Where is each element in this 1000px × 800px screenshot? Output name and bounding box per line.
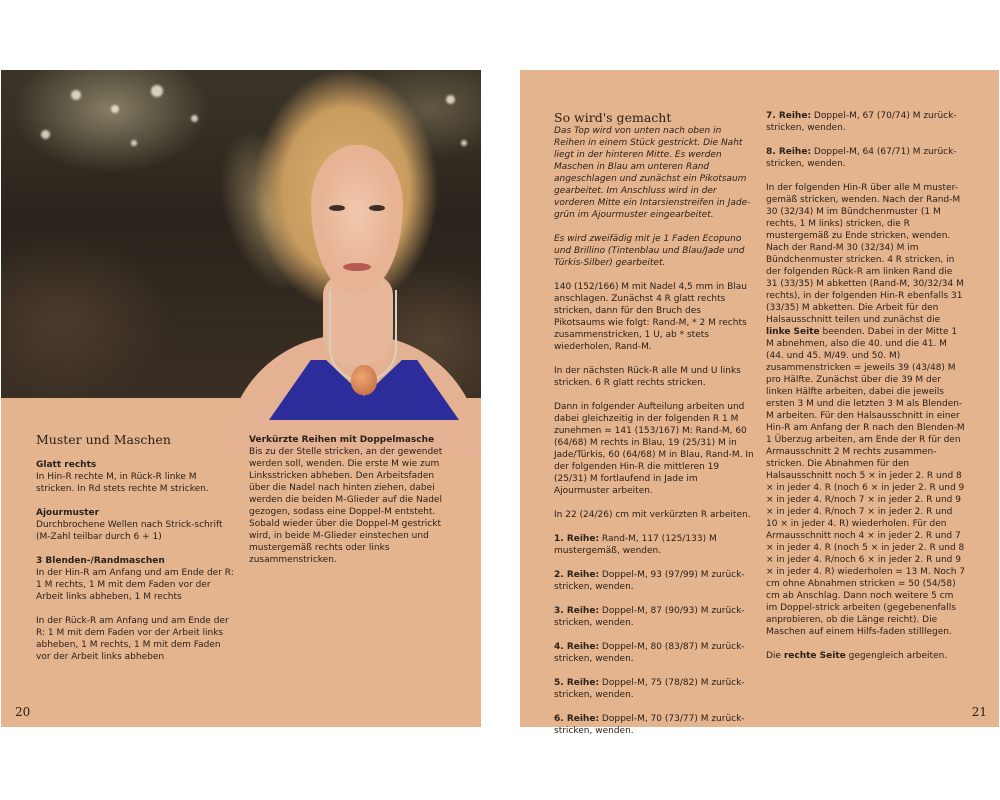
row-instruction <box>554 605 754 629</box>
paragraph-division: Dann in folgender Aufteilung arbeiten und dabei gleichzeitig in der folgenden R 1 M zunehmen = 141 (153/167) M: Rand-M, 60 (64/68) M rechts in Blau, 19 (25/31) M in Jade/Türkis, 60 (64/68) M in Blau, Rand-M. In der folgenden Hin-R die mittleren 19 (25/31) M fortlaufend in Jade im Ajourmuster arbeiten. <box>554 402 754 496</box>
row-label: 1. Reihe: <box>554 534 600 544</box>
model-photo <box>1 70 481 398</box>
row-text: Rand-M, 117 (125/133) M mustergemäß, wenden. <box>554 534 717 556</box>
row-instruction <box>554 713 754 737</box>
row-label: 4. Reihe: <box>554 642 600 652</box>
paragraph-short-rows: In 22 (24/26) cm mit verkürzten R arbeiten. <box>554 510 751 520</box>
section-title: So wird's gemacht <box>554 110 672 125</box>
right-side-text-b: gegengleich arbeiten. <box>848 651 948 661</box>
main-body-text-b: beenden. Dabei in der Mitte 1 M abnehmen, also die 40. und die 41. M (44. und 45. M/49. und 50. M) zusammenstricken = jeweils 39 (43/48) M pro Hälfte. Zunächst über die 39 M der linken Hälfte arbeiten, dabei die jeweils ersten 3 M und die letzten 3 M als Blenden-M arbeiten. Für den Halsausschnitt in einer Hin-R am Anfang der R nach den Blenden-M 1 Überzug arbeiten, am Ende der R für den Armausschnitt 2 M rechts zusammen-stricken. Die Abnahmen für den Halsausschnitt noch 5 × in jeder 2. R und 8 × in jeder 4. R (noch 6 × in jeder 2. R und 9 × in jeder 4. R/noch 7 × in jeder 2. R und 9 × in jeder 4. R/noch 7 × in jeder 2. R und 10 × in jeder 4. R) wiederholen. Für den Armausschnitt noch 4 × in jeder 2. R und 7 × in jeder 4. R (noch 5 × in jeder 2. R und 8 × in jeder 4. R/noch 6 × in jeder 2. R und 9 × in jeder 4. R) wiederholen = 13 M. Noch 7 cm ohne Abnahmen stricken = 50 (54/58) cm ab Anschlag. Dann noch weitere 5 cm im Doppel-strick arbeiten (gegebenenfalls anprobieren, ob die Länge reicht). Die Maschen auf einem Hilfs-faden stilllegen. <box>766 327 966 637</box>
verkuerzte-title: Verkürzte Reihen mit Doppelmasche <box>249 435 435 445</box>
left-page <box>1 70 481 727</box>
glatt-title: Glatt rechts <box>36 460 97 470</box>
main-body-text-a: In der folgenden Hin-R über alle M muster-gemäß stricken, wenden. Nach der Rand-M 30 (32/34) M im Bündchenmuster (1 M rechts, 1 M links) stricken, die R mustergemäß zu Ende stricken, wenden. Nach der Rand-M 30 (32/34) M im Bündchenmuster stricken. 4 R stricken, in der folgenden Rück-R am linken Rand die 31 (33/35) M abketten (Rand-M, 30/32/34 M rechts), in der folgenden Hin-R ebenfalls 31 (33/35) M abketten. Die Arbeit für den Halsausschnitt teilen und zunächst die <box>766 183 964 325</box>
row-text: Doppel-M, 70 (73/77) M zurück-stricken, wenden. <box>554 714 745 736</box>
row-text: Doppel-M, 75 (78/82) M zurück-stricken, wenden. <box>554 678 745 700</box>
row-instruction <box>554 641 754 665</box>
row-label: 7. Reihe: <box>766 111 812 121</box>
right-side-text-a: Die <box>766 651 781 661</box>
blenden-text-2: In der Rück-R am Anfang und am Ende der R: 1 M mit dem Faden vor der Arbeit links abheben, 1 M rechts, 1 M mit dem Faden vor der Arbeit links abheben <box>36 616 229 662</box>
right-page <box>520 70 999 736</box>
row-text: Doppel-M, 67 (70/74) M zurück-stricken, wenden. <box>766 111 957 133</box>
muster-section <box>36 432 236 663</box>
glatt-text: In Hin-R rechte M, in Rück-R linke M stricken. In Rd stets rechte M stricken. <box>36 472 209 494</box>
verkuerzte-section <box>249 434 449 566</box>
paragraph-next-row: In der nächsten Rück-R alle M und U links stricken. 6 R glatt rechts stricken. <box>554 366 741 388</box>
instructions-col-2 <box>766 110 966 662</box>
row-instruction <box>766 146 966 170</box>
row-label: 3. Reihe: <box>554 606 600 616</box>
intro-text-2: Es wird zweifädig mit je 1 Faden Ecopuno und Brillino (Tintenblau und Blau/Jade und Türkis-Silber) gearbeitet. <box>554 234 745 268</box>
right-side-emphasis: rechte Seite <box>783 651 846 661</box>
row-text: Doppel-M, 64 (67/71) M zurück-stricken, wenden. <box>766 147 957 169</box>
row-instruction <box>554 677 754 701</box>
row-label: 2. Reihe: <box>554 570 600 580</box>
row-text: Doppel-M, 93 (97/99) M zurück-stricken, wenden. <box>554 570 745 592</box>
row-instruction <box>554 569 754 593</box>
paragraph-main-body <box>766 182 966 638</box>
page-number-left: 20 <box>15 705 31 719</box>
paragraph-cast-on: 140 (152/166) M mit Nadel 4,5 mm in Blau anschlagen. Zunächst 4 R glatt rechts stricken, dann für den Bruch des Pikotsaums wie folgt: Rand-M, * 2 M rechts zusammenstricken, 1 U, ab * stets wiederholen, Rand-M. <box>554 282 747 352</box>
muster-title: Muster und Maschen <box>36 432 171 447</box>
ajour-text: Durchbrochene Wellen nach Strick-schrift (M-Zahl teilbar durch 6 + 1) <box>36 520 223 542</box>
left-side-emphasis: linke Seite <box>766 327 820 337</box>
ajour-title: Ajourmuster <box>36 508 100 518</box>
instructions-col-1 <box>554 110 754 737</box>
row-label: 5. Reihe: <box>554 678 600 688</box>
paragraph-right-side <box>766 650 966 662</box>
intro-text-1: Das Top wird von unten nach oben in Reihen in einem Stück gestrickt. Die Naht liegt in der hinteren Mitte. Es werden Maschen in Blau am unteren Rand angeschlagen und zunächst ein Pikotsaum gearbeitet. Im Anschluss wird in der vorderen Mitte ein Intarsienstreifen in Jade-grün im Ajourmuster eingearbeitet. <box>554 126 751 220</box>
blenden-title: 3 Blenden-/Randmaschen <box>36 556 165 566</box>
row-text: Doppel-M, 80 (83/87) M zurück-stricken, wenden. <box>554 642 745 664</box>
page-number-right: 21 <box>971 705 987 719</box>
row-instruction <box>766 110 966 134</box>
verkuerzte-text: Bis zu der Stelle stricken, an der gewendet werden soll, wenden. Die erste M wie zum Linksstricken abheben. Den Arbeitsfaden über die Nadel nach hinten ziehen, dabei werden die beiden M-Glieder auf die Nadel gezogen, sodass eine Doppel-M entsteht. Sobald wieder über die Doppel-M gestrickt wird, in beide M-Glieder einstechen und mustergemäß rechts oder links zusammenstricken. <box>249 447 443 565</box>
blenden-text-1: In der Hin-R am Anfang und am Ende der R: 1 M rechts, 1 M mit dem Faden vor der Arbeit links abheben, 1 M rechts <box>36 568 234 602</box>
row-text: Doppel-M, 87 (90/93) M zurück-stricken, wenden. <box>554 606 745 628</box>
row-instruction <box>554 533 754 557</box>
row-label: 6. Reihe: <box>554 714 600 724</box>
row-label: 8. Reihe: <box>766 147 812 157</box>
